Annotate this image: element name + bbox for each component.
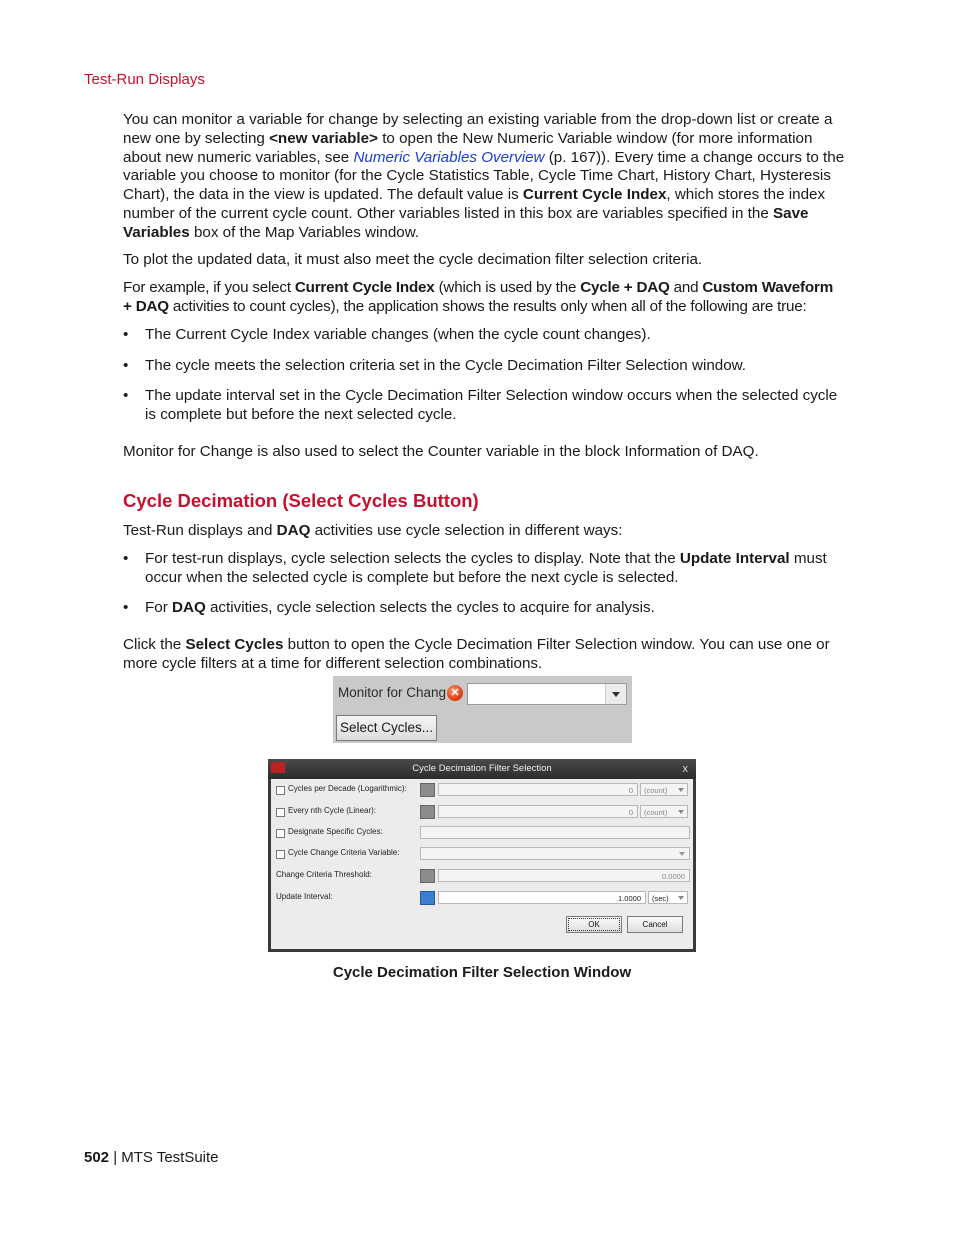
cycles-per-decade-unit-select[interactable]: (count) (640, 783, 688, 796)
cancel-button[interactable]: Cancel (627, 916, 683, 933)
variable-link-icon[interactable] (420, 891, 435, 905)
update-interval-input[interactable]: 1.0000 (438, 891, 646, 904)
ok-button[interactable]: OK (566, 916, 622, 933)
cycle-change-criteria-dropdown[interactable] (420, 847, 690, 860)
numeric-variables-link[interactable]: Numeric Variables Overview (353, 148, 545, 166)
section-intro-paragraph: Test-Run displays and DAQ activities use cycle selection in different ways: (123, 522, 623, 539)
change-criteria-threshold-input[interactable]: 0.0000 (438, 869, 690, 882)
update-interval-row (271, 890, 693, 908)
error-icon: ✕ (447, 685, 463, 701)
every-nth-cycle-label: Every nth Cycle (Linear): (288, 806, 377, 815)
plot-criteria-paragraph: To plot the updated data, it must also meet the cycle decimation filter selection criteria. (123, 251, 703, 268)
every-nth-cycle-checkbox[interactable] (276, 808, 285, 817)
variable-link-icon[interactable] (420, 783, 435, 797)
intro-paragraph: You can monitor a variable for change by selecting an existing variable from the drop-down list or create a new one by selecting <new variable> to open the New Numeric Variable window (for more information about new numeric variables, see Numeric Variables Overview (p. 167)). Every time a change occurs to the variable you choose to monitor (for the Cycle Statistics Table, Cycle Time Chart, History Chart, Hysteresis Chart), the data in the view is updated. The default value is Current Cycle Index, which stores the index number of the current cycle count. Other variables listed in this box are variables specified in the Save Variables box of the Map Variables window. (123, 111, 845, 241)
every-nth-cycle-input[interactable]: 0 (438, 805, 638, 818)
designate-specific-cycles-label: Designate Specific Cycles: (288, 827, 383, 836)
cycle-change-criteria-row (271, 846, 693, 864)
page-number: 502 (84, 1149, 110, 1166)
product-name: MTS TestSuite (121, 1149, 219, 1166)
cycle-change-criteria-checkbox[interactable] (276, 850, 285, 859)
designate-specific-cycles-input[interactable] (420, 826, 690, 839)
monitor-change-paragraph: Monitor for Change is also used to select the Counter variable in the block Information of DAQ. (123, 443, 759, 460)
select-cycles-button[interactable]: Select Cycles... (336, 715, 437, 741)
designate-specific-cycles-checkbox[interactable] (276, 829, 285, 838)
page-footer: 502 | MTS TestSuite (84, 1149, 219, 1166)
monitor-for-change-label: Monitor for Chang (338, 685, 447, 700)
chevron-down-icon[interactable] (605, 684, 626, 704)
dialog-title: Cycle Decimation Filter Selection (412, 763, 552, 774)
cycle-decimation-dialog (268, 759, 696, 952)
example-paragraph: For example, if you select Current Cycle Index (which is used by the Cycle + DAQ and Custom Waveform + DAQ activities to count cycles), the application shows the results only when all of the following are true: (123, 279, 834, 315)
monitor-variable-dropdown[interactable] (467, 683, 627, 705)
cycles-per-decade-label: Cycles per Decade (Logarithmic): (288, 784, 407, 793)
variable-link-icon[interactable] (420, 869, 435, 883)
dialog-titlebar (268, 759, 696, 779)
running-head: Test-Run Displays (84, 71, 205, 88)
cycles-per-decade-checkbox[interactable] (276, 786, 285, 795)
cycle-change-criteria-label: Cycle Change Criteria Variable: (288, 848, 400, 857)
select-cycles-paragraph: Click the Select Cycles button to open the Cycle Decimation Filter Selection window. You can use one or more cycle filters at a time for different selection combinations. (123, 636, 830, 672)
cycles-per-decade-row (271, 782, 693, 800)
variable-link-icon[interactable] (420, 805, 435, 819)
close-icon[interactable]: x (682, 763, 688, 775)
update-interval-label: Update Interval: (276, 892, 333, 901)
designate-specific-cycles-row (271, 825, 693, 843)
update-interval-unit-select[interactable]: (sec) (648, 891, 688, 904)
change-criteria-threshold-row (271, 868, 693, 886)
monitor-for-change-screenshot (333, 676, 632, 743)
change-criteria-threshold-label: Change Criteria Threshold: (276, 870, 372, 879)
every-nth-cycle-row (271, 804, 693, 822)
figure-caption: Cycle Decimation Filter Selection Window (332, 964, 632, 981)
cycles-per-decade-input[interactable]: 0 (438, 783, 638, 796)
section-heading: Cycle Decimation (Select Cycles Button) (123, 490, 479, 511)
dialog-body (271, 779, 693, 949)
every-nth-cycle-unit-select[interactable]: (count) (640, 805, 688, 818)
